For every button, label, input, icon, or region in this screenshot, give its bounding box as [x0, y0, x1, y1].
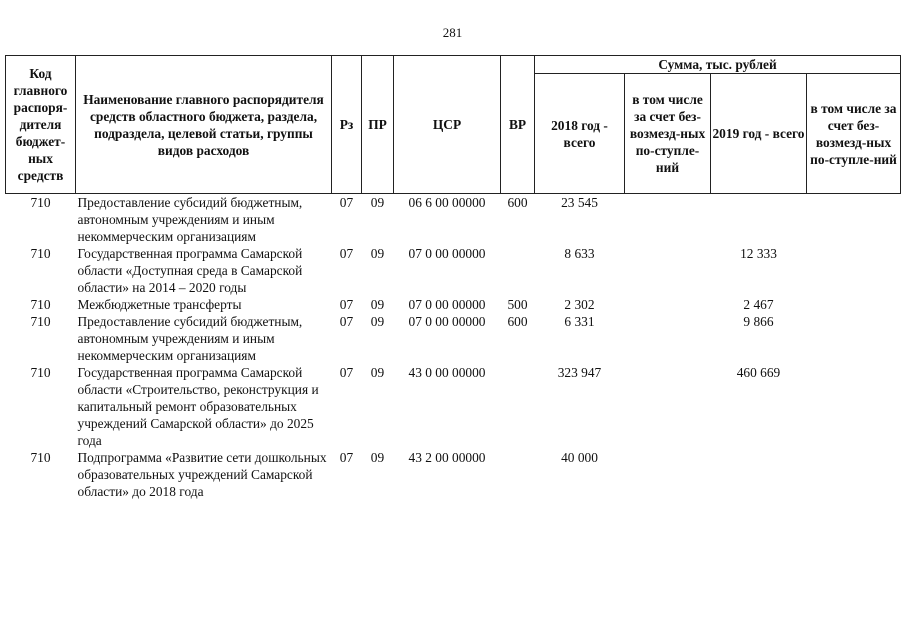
row-name: Государственная программа Самарской области «Доступная среда в Самарской области» на 2014 – 2020 годы — [77, 246, 303, 295]
header-code: Код главного распоря-дителя бюджет-ных средств — [6, 56, 76, 194]
row-grants-2019 — [807, 449, 901, 500]
table-row — [6, 449, 901, 500]
header-vr: ВР — [501, 56, 535, 194]
row-grants-2019 — [807, 313, 901, 364]
row-sum-2018: 23 545 — [561, 195, 598, 210]
row-sum-2018: 323 947 — [557, 365, 602, 380]
row-sum-2018: 8 633 — [564, 246, 595, 261]
row-csr: 07 0 00 00000 — [408, 314, 486, 329]
header-name: Наименование главного распорядителя средств областного бюджета, раздела, подраздела, целевой статьи, группы видов расходов — [76, 56, 332, 194]
table-row — [6, 245, 901, 296]
row-name: Предоставление субсидий бюджетным, автономным учреждениям и иным некоммерческим организациям — [77, 195, 303, 244]
row-name: Подпрограмма «Развитие сети дошкольных образовательных учреждений Самарской области» до 2018 года — [77, 450, 327, 499]
row-grants-2019 — [807, 245, 901, 296]
row-pr: 09 — [370, 297, 385, 312]
header-2019-grants: в том числе за счет без-возмезд-ных по-ступле-ний — [807, 74, 901, 194]
row-grants-2018 — [625, 194, 711, 246]
row-pr: 09 — [370, 246, 385, 261]
row-pr: 09 — [370, 365, 385, 380]
row-code: 710 — [30, 365, 51, 380]
row-code: 710 — [30, 297, 51, 312]
row-csr: 43 0 00 00000 — [408, 365, 486, 380]
row-code: 710 — [30, 314, 51, 329]
row-grants-2018 — [625, 245, 711, 296]
row-rz: 07 — [339, 314, 354, 329]
row-pr: 09 — [370, 450, 385, 465]
row-sum-2018: 6 331 — [564, 314, 595, 329]
row-grants-2018 — [625, 364, 711, 449]
row-csr: 07 0 00 00000 — [408, 246, 486, 261]
row-vr — [501, 449, 535, 500]
row-rz: 07 — [339, 246, 354, 261]
row-name: Государственная программа Самарской области «Строительство, реконструкция и капитальный ремонт образовательных учреждений Самарской области» до 2025 года — [77, 365, 319, 448]
row-grants-2019 — [807, 364, 901, 449]
row-csr: 43 2 00 00000 — [408, 450, 486, 465]
row-sum-2019: 460 669 — [736, 365, 781, 380]
header-rz: Рз — [332, 56, 362, 194]
table-row — [6, 194, 901, 246]
row-pr: 09 — [370, 314, 385, 329]
row-rz: 07 — [339, 365, 354, 380]
row-code: 710 — [30, 450, 51, 465]
header-sum: Сумма, тыс. рублей — [535, 56, 901, 74]
row-sum-2019: 9 866 — [743, 314, 774, 329]
row-grants-2018 — [625, 296, 711, 313]
table-row — [6, 313, 901, 364]
row-rz: 07 — [339, 195, 354, 210]
header-2018-grants: в том числе за счет без-возмезд-ных по-ступле-ний — [625, 74, 711, 194]
row-grants-2019 — [807, 296, 901, 313]
row-pr: 09 — [370, 195, 385, 210]
row-rz: 07 — [339, 450, 354, 465]
row-grants-2018 — [625, 449, 711, 500]
row-sum-2019: 12 333 — [740, 246, 777, 261]
row-sum-2019 — [711, 194, 807, 246]
page-number: 281 — [442, 25, 463, 40]
row-sum-2019 — [711, 449, 807, 500]
row-grants-2019 — [807, 194, 901, 246]
row-sum-2018: 2 302 — [564, 297, 595, 312]
row-name: Межбюджетные трансферты — [77, 297, 242, 312]
row-vr — [501, 245, 535, 296]
row-csr: 06 6 00 00000 — [408, 195, 486, 210]
row-rz: 07 — [339, 297, 354, 312]
row-vr: 600 — [507, 314, 528, 329]
header-2018-total: 2018 год - всего — [535, 74, 625, 194]
header-pr: ПР — [362, 56, 394, 194]
row-sum-2018: 40 000 — [561, 450, 598, 465]
row-vr — [501, 364, 535, 449]
table-row — [6, 364, 901, 449]
header-2019-total: 2019 год - всего — [711, 74, 807, 194]
budget-table — [5, 55, 901, 500]
row-grants-2018 — [625, 313, 711, 364]
row-code: 710 — [30, 246, 51, 261]
row-csr: 07 0 00 00000 — [408, 297, 486, 312]
table-row — [6, 296, 901, 313]
header-csr: ЦСР — [394, 56, 501, 194]
row-vr: 500 — [507, 297, 528, 312]
row-name: Предоставление субсидий бюджетным, автономным учреждениям и иным некоммерческим организациям — [77, 314, 303, 363]
row-sum-2019: 2 467 — [743, 297, 774, 312]
row-vr: 600 — [507, 195, 528, 210]
row-code: 710 — [30, 195, 51, 210]
budget-body — [6, 194, 901, 501]
